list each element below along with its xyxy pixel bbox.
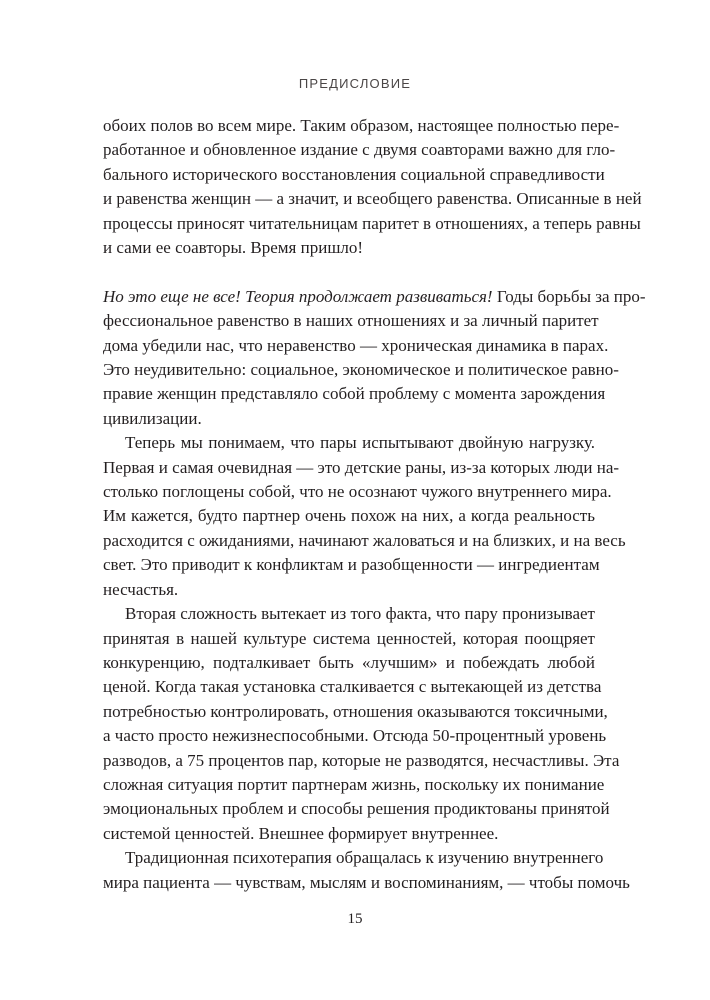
text-line: несчастья.: [103, 579, 179, 599]
text-line: мира пациента — чувствам, мыслям и воспоминаниям, — чтобы помочь: [103, 872, 630, 892]
text-line: свет. Это приводит к конфликтам и разобщенности — ингредиентам: [103, 555, 600, 575]
text-line: цивилизации.: [103, 408, 202, 428]
text-line: конкуренцию, подталкивает быть «лучшим» и побеждать любой: [103, 652, 595, 672]
text-line: расходится с ожиданиями, начинают жаловаться и на близких, и на весь: [103, 530, 626, 550]
text-line: дома убедили нас, что неравенство — хроническая динамика в парах.: [103, 335, 609, 355]
text-line: правие женщин представляло собой проблему с момента зарождения: [103, 384, 606, 404]
body-text: [103, 114, 646, 895]
text-line: Это неудивительно: социальное, экономическое и политическое равно-: [103, 360, 619, 380]
italic-lead: Но это еще не все! Теория продолжает развиваться!: [103, 286, 493, 306]
lead-rest: Годы борьбы за про-: [492, 286, 646, 306]
text-line: эмоциональных проблем и способы решения продиктованы принятой: [103, 799, 610, 819]
text-line: системой ценностей. Внешнее формирует внутреннее.: [103, 823, 499, 843]
text-line: [103, 285, 646, 309]
text-line: процессы приносят читательницам паритет в отношениях, а теперь равны: [103, 213, 641, 233]
text-line: столько поглощены собой, что не осознают чужого внутреннего мира.: [103, 482, 612, 502]
text-line: а часто просто нежизнеспособными. Отсюда 50-процентный уровень: [103, 726, 607, 746]
text-line: Вторая сложность вытекает из того факта, что пару пронизывает: [125, 604, 595, 624]
text-line: Традиционная психотерапия обращалась к изучению внутреннего: [125, 848, 604, 868]
text-line: Теперь мы понимаем, что пары испытывают двойную нагрузку.: [125, 433, 595, 453]
paragraph-1: [103, 114, 642, 260]
text-line: Им кажется, будто партнер очень похож на них, а когда реальность: [103, 506, 595, 526]
text-line: работанное и обновленное издание с двумя соавторами важно для гло-: [103, 140, 616, 160]
text-line: и сами ее соавторы. Время пришло!: [103, 238, 364, 258]
text-line: бального исторического восстановления социальной справедливости: [103, 164, 605, 184]
text-line: принятая в нашей культуре система ценностей, которая поощряет: [103, 628, 595, 648]
paragraph-5: [103, 846, 630, 895]
text-line: сложная ситуация портит партнерам жизнь, поскольку их понимание: [103, 774, 605, 794]
running-title: ПРЕДИСЛОВИЕ: [298, 76, 412, 91]
text-line: обоих полов во всем мире. Таким образом, настоящее полностью пере-: [103, 116, 620, 135]
text-line: потребностью контролировать, отношения оказываются токсичными,: [103, 701, 608, 721]
page-number: 15: [347, 911, 363, 927]
paragraph-2: [103, 285, 646, 431]
text-line: и равенства женщин — а значит, и всеобщего равенства. Описанные в ней: [103, 189, 642, 209]
text-line: разводов, а 75 процентов пар, которые не разводятся, несчастливы. Эта: [103, 750, 620, 770]
paragraph-3: [103, 431, 626, 602]
section-break: [103, 260, 595, 284]
text-line: фессиональное равенство в наших отношениях и за личный паритет: [103, 311, 599, 331]
paragraph-4: [103, 602, 620, 846]
text-line: Первая и самая очевидная — это детские раны, из-за которых люди на-: [103, 457, 620, 477]
text-line: ценой. Когда такая установка сталкивается с вытекающей из детства: [103, 677, 602, 697]
